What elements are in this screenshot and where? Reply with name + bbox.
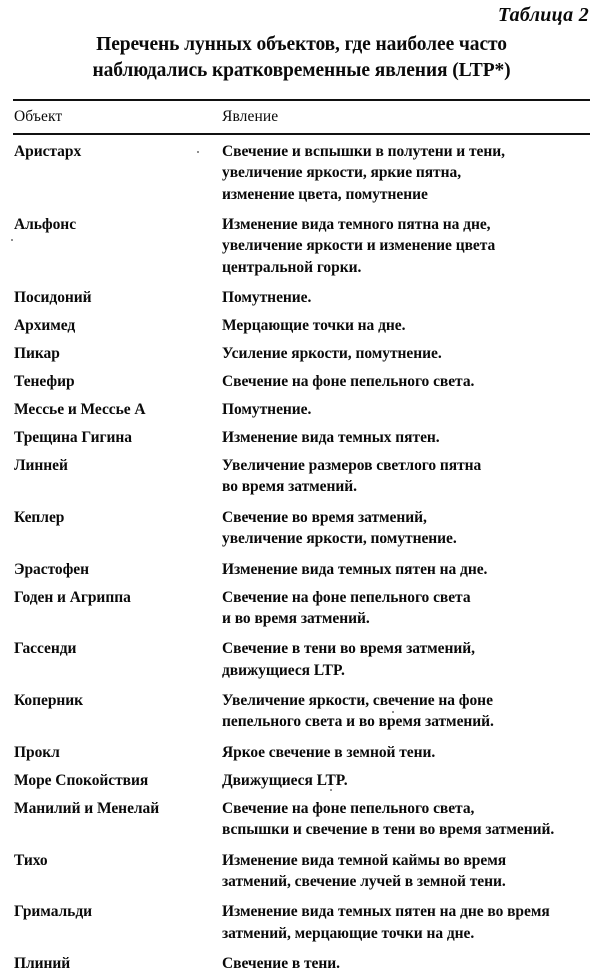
cell-phenomenon bbox=[220, 895, 591, 947]
table-row bbox=[12, 365, 591, 393]
cell-phenomenon-line: затмений, мерцающие точки на дне. bbox=[222, 924, 475, 942]
cell-phenomenon-line: центральной горки. bbox=[222, 258, 362, 276]
cell-phenomenon-line: Увеличение размеров светлого пятна bbox=[222, 457, 482, 475]
cell-phenomenon bbox=[220, 421, 591, 449]
cell-phenomenon bbox=[220, 684, 591, 736]
cell-phenomenon bbox=[220, 135, 591, 208]
cell-phenomenon bbox=[220, 449, 591, 501]
cell-phenomenon-line: Изменение вида темной каймы во время bbox=[222, 851, 507, 869]
cell-phenomenon-line: вспышки и свечение в тени во время затмений. bbox=[222, 821, 555, 839]
cell-phenomenon-line: пепельного света и во время затмений. bbox=[222, 713, 494, 731]
cell-object: Манилий и Менелай bbox=[14, 799, 160, 817]
cell-phenomenon-line: движущиеся LTP. bbox=[222, 661, 345, 679]
table-row bbox=[12, 792, 591, 844]
table-row bbox=[12, 764, 591, 792]
cell-phenomenon bbox=[220, 208, 591, 281]
cell-phenomenon bbox=[220, 792, 591, 844]
cell-phenomenon-line: Изменение вида темных пятен. bbox=[222, 429, 440, 447]
ltp-table bbox=[12, 101, 591, 133]
cell-phenomenon bbox=[220, 309, 591, 337]
cell-phenomenon-line: во время затмений. bbox=[222, 478, 357, 496]
cell-phenomenon-line: Свечение и вспышки в полутени и тени, bbox=[222, 142, 505, 160]
cell-phenomenon bbox=[220, 764, 591, 792]
scan-speckle bbox=[330, 789, 332, 791]
table-row bbox=[12, 736, 591, 764]
table-row bbox=[12, 135, 591, 208]
cell-phenomenon-line: Увеличение яркости, свечение на фоне bbox=[222, 692, 493, 710]
table-caption: Таблица 2 bbox=[497, 4, 589, 26]
page-title-line-1: Перечень лунных объектов, где наиболее часто bbox=[96, 34, 507, 55]
column-header-phenomenon: Явление bbox=[222, 107, 279, 125]
table-body bbox=[12, 135, 591, 975]
cell-phenomenon bbox=[220, 337, 591, 365]
cell-phenomenon-line: Помутнение. bbox=[222, 289, 312, 307]
cell-object: Пикар bbox=[14, 345, 60, 363]
cell-phenomenon-line: затмений, свечение лучей в земной тени. bbox=[222, 872, 506, 890]
table-row bbox=[12, 501, 591, 553]
table-row bbox=[12, 337, 591, 365]
cell-object: Мессье и Мессье А bbox=[14, 401, 146, 419]
cell-object: Посидоний bbox=[14, 289, 92, 307]
table-row bbox=[12, 309, 591, 337]
cell-phenomenon-line: Мерцающие точки на дне. bbox=[222, 317, 406, 335]
cell-object: Тенефир bbox=[14, 373, 75, 391]
cell-object: Гримальди bbox=[14, 903, 92, 921]
table-row bbox=[12, 844, 591, 896]
cell-phenomenon-line: увеличение яркости, помутнение. bbox=[222, 530, 457, 548]
cell-object: Линней bbox=[14, 457, 68, 475]
cell-phenomenon-line: Свечение во время затмений, bbox=[222, 508, 427, 526]
cell-object: Трещина Гигина bbox=[14, 429, 132, 447]
cell-phenomenon bbox=[220, 365, 591, 393]
scan-speckle bbox=[197, 151, 199, 153]
table-row bbox=[12, 581, 591, 633]
cell-phenomenon-line: Свечение на фоне пепельного света, bbox=[222, 799, 475, 817]
table-header-row bbox=[12, 101, 591, 133]
table-row bbox=[12, 632, 591, 684]
cell-object: Плиний bbox=[14, 955, 71, 973]
cell-phenomenon bbox=[220, 844, 591, 896]
cell-phenomenon bbox=[220, 632, 591, 684]
table-row bbox=[12, 208, 591, 281]
table-row bbox=[12, 684, 591, 736]
cell-phenomenon bbox=[220, 281, 591, 309]
cell-object: Архимед bbox=[14, 317, 76, 335]
cell-phenomenon-line: увеличение яркости и изменение цвета bbox=[222, 237, 496, 255]
cell-object: Тихо bbox=[14, 851, 48, 869]
table-row bbox=[12, 393, 591, 421]
scan-speckle bbox=[11, 239, 13, 241]
cell-phenomenon-line: увеличение яркости, яркие пятна, bbox=[222, 164, 462, 182]
table-row bbox=[12, 553, 591, 581]
cell-phenomenon bbox=[220, 736, 591, 764]
table-row bbox=[12, 947, 591, 975]
column-header-object: Объект bbox=[14, 107, 63, 125]
cell-phenomenon bbox=[220, 581, 591, 633]
cell-object: Годен и Агриппа bbox=[14, 588, 131, 606]
cell-phenomenon-line: Изменение вида темных пятен на дне во время bbox=[222, 903, 550, 921]
cell-phenomenon-line: Помутнение. bbox=[222, 401, 312, 419]
cell-object: Альфонс bbox=[14, 215, 77, 233]
cell-phenomenon-line: Свечение в тени во время затмений, bbox=[222, 640, 475, 658]
cell-object: Гассенди bbox=[14, 640, 77, 658]
cell-object: Кеплер bbox=[14, 508, 65, 526]
cell-phenomenon bbox=[220, 553, 591, 581]
cell-object: Эрастофен bbox=[14, 560, 90, 578]
cell-object: Прокл bbox=[14, 743, 60, 761]
page-title bbox=[12, 32, 591, 84]
cell-phenomenon-line: и во время затмений. bbox=[222, 609, 370, 627]
cell-object: Море Спокойствия bbox=[14, 771, 149, 789]
cell-phenomenon-line: изменение цвета, помутнение bbox=[222, 185, 428, 203]
page-title-line-2: наблюдались кратковременные явления (LTP*) bbox=[92, 59, 511, 81]
cell-phenomenon-line: Усиление яркости, помутнение. bbox=[222, 345, 442, 363]
ltp-table-body bbox=[12, 135, 591, 975]
cell-phenomenon-line: Движущиеся LTP. bbox=[222, 771, 348, 789]
cell-phenomenon-line: Свечение в тени. bbox=[222, 955, 340, 973]
cell-phenomenon-line: Свечение на фоне пепельного света bbox=[222, 588, 471, 606]
table-row bbox=[12, 281, 591, 309]
table-row bbox=[12, 421, 591, 449]
table-row bbox=[12, 449, 591, 501]
cell-object: Коперник bbox=[14, 692, 84, 710]
cell-phenomenon-line: Изменение вида темного пятна на дне, bbox=[222, 215, 491, 233]
scan-speckle bbox=[392, 711, 394, 713]
cell-phenomenon bbox=[220, 393, 591, 421]
cell-phenomenon-line: Яркое свечение в земной тени. bbox=[222, 743, 436, 761]
cell-object: Аристарх bbox=[14, 142, 82, 160]
cell-phenomenon-line: Изменение вида темных пятен на дне. bbox=[222, 560, 488, 578]
cell-phenomenon bbox=[220, 947, 591, 975]
cell-phenomenon-line: Свечение на фоне пепельного света. bbox=[222, 373, 475, 391]
table-row bbox=[12, 895, 591, 947]
cell-phenomenon bbox=[220, 501, 591, 553]
